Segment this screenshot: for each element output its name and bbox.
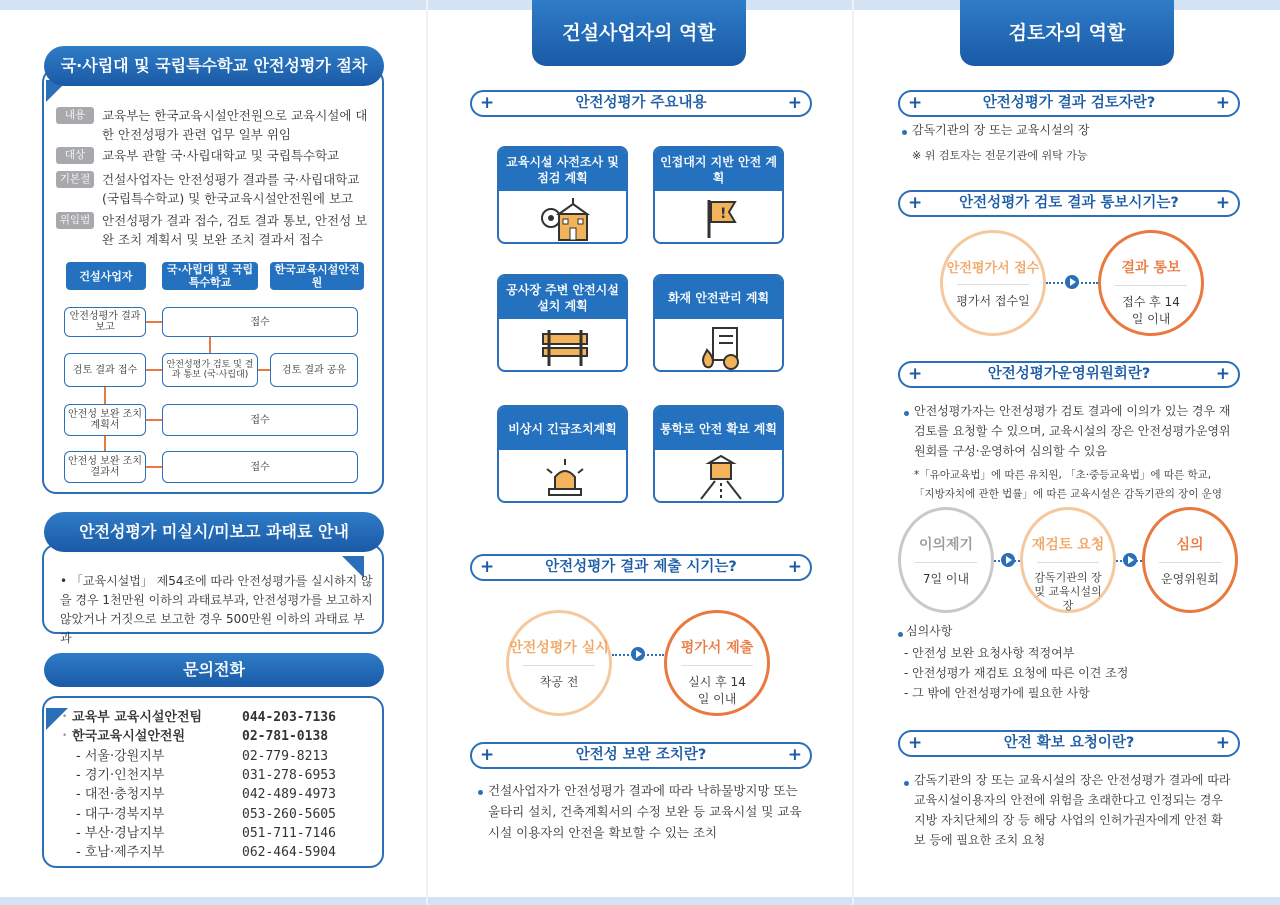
flow-arrow [146, 369, 162, 371]
card-title: 화재 안전관리 계획 [655, 276, 782, 319]
fold-line [426, 0, 428, 905]
section-notify-time [898, 190, 1240, 217]
plus-icon: + [787, 745, 802, 765]
content-card [497, 146, 628, 244]
card-title: 통학로 안전 확보 계획 [655, 407, 782, 450]
contact-phone[interactable]: 031-278-6953 [242, 767, 336, 783]
barrier-icon [539, 324, 591, 370]
plus-icon: + [480, 745, 495, 765]
flow-box: 안전성 보완 조치 계획서 [64, 404, 146, 436]
contact-phone[interactable]: 051-711-7146 [242, 825, 336, 841]
row-tag: 내용 [56, 107, 94, 124]
arrow-icon [631, 647, 645, 661]
card-title: 인접대지 지반 안전 계획 [655, 148, 782, 191]
content-card [497, 405, 628, 503]
flow-box: 접수 [162, 307, 358, 337]
flow-box: 안전성평가 검토 및 결과 통보 (국·사립대) [162, 353, 258, 387]
bullet: • [62, 712, 68, 722]
step-circle [664, 610, 770, 716]
plus-icon: + [908, 93, 923, 113]
fold-line [852, 0, 854, 905]
flow-arrow [104, 387, 106, 404]
section-title: 안전성평가운영위원회란? [987, 366, 1151, 382]
plus-icon: + [1215, 364, 1230, 384]
flow-arrow [146, 321, 162, 323]
bullet [902, 130, 907, 135]
row-text: 건설사업자는 안전성평가 결과를 국·사립대학교(국립특수학교) 및 한국교육시설안전원에 보고 [102, 172, 360, 206]
plus-icon: + [1215, 93, 1230, 113]
contact-name: - 대구·경북지부 [76, 806, 165, 822]
fire-checklist-icon [695, 324, 747, 370]
procedure-title: 국·사립대 및 국립특수학교 안전성평가 절차 [44, 46, 384, 86]
row-tag: 기본절차 [56, 171, 94, 188]
contact-phone[interactable]: 053-260-5605 [242, 806, 336, 822]
plus-icon: + [480, 557, 495, 577]
contractor-role-header: 건설사업자의 역할 [532, 0, 746, 66]
section-title: 안전성평가 결과 검토자란? [982, 95, 1156, 111]
step-circle [1098, 230, 1204, 336]
flow-header-agency: 한국교육시설안전원 [270, 262, 364, 290]
bullet: • [62, 731, 68, 742]
row-tag: 대상 [56, 147, 94, 164]
row-text: 안전성평가 결과 접수, 검토 결과 통보, 안전성 보완 조치 계획서 및 보완 조치 결과서 접수 [102, 213, 368, 247]
flow-box: 검토 결과 공유 [270, 353, 358, 387]
row-text: 교육부는 한국교육시설안전원으로 교육시설에 대한 안전성평가 관련 업무 일부 위임 [102, 108, 368, 142]
contact-phone[interactable]: 02-779-8213 [242, 748, 329, 764]
review-items-title: 심의사항 [906, 624, 953, 638]
section-submission-time [470, 554, 812, 581]
step-circle [506, 610, 612, 716]
bullet [478, 790, 483, 795]
content-card [653, 274, 784, 372]
penalty-body: 「교육시설법」 제54조에 따라 안전성평가를 실시하지 않을 경우 1천만원 이하의 과태료부과, 안전성평가를 보고하지 않았거나 거짓으로 보고한 경우 500만원 이하의 과태료 부과 [60, 574, 373, 645]
section-title: 안전성평가 검토 결과 통보시기는? [959, 195, 1179, 211]
step-sub: 7일 이내 [922, 572, 970, 586]
flow-arrow [209, 337, 211, 353]
step-title: 이의제기 [918, 537, 974, 553]
flow-box: 안전성 보완 조치 결과서 [64, 451, 146, 483]
contact-name: 교육부 교육시설안전팀 [72, 710, 203, 725]
flow-box: 안전성평가 결과 보고 [64, 307, 146, 337]
card-title: 교육시설 사전조사 및 점검 계획 [499, 148, 626, 191]
arrow-icon [1065, 275, 1079, 289]
card-title: 비상시 긴급조치계획 [499, 407, 626, 450]
step-sub: 실시 후 14일 이내 [688, 675, 746, 706]
siren-icon [539, 455, 591, 501]
arrow-icon [1123, 553, 1137, 567]
content-card [497, 274, 628, 372]
review-item: - 안전성평가 재검토 요청에 따른 이견 조정 [904, 666, 1129, 680]
plus-icon: + [480, 93, 495, 113]
flow-arrow [104, 436, 106, 451]
procedure-row [56, 170, 376, 208]
review-item: - 안전성 보완 요청사항 적정여부 [904, 646, 1075, 660]
plus-icon: + [1215, 193, 1230, 213]
section-safety-measures [470, 742, 812, 769]
penalty-text [60, 572, 376, 648]
contact-phone[interactable]: 02-781-0138 [242, 729, 329, 745]
step-title: 평가서 제출 [680, 640, 754, 656]
step-title: 안전평가서 접수 [946, 261, 1040, 276]
safety-request-text: 감독기관의 장 또는 교육시설의 장은 안전성평가 결과에 따라 교육시설이용자의 안전에 위험을 초래한다고 인정되는 경우 지방 자치단체의 장 등 해당 사업의 인허가권자에게 안전 확보 등에 필요한 조치 요청 [914, 773, 1231, 847]
section-title: 안전성 보완 조치란? [575, 747, 707, 763]
flow-box: 접수 [162, 404, 358, 436]
bullet [904, 411, 909, 416]
step-circle [1020, 507, 1116, 613]
svg-text:!: ! [720, 206, 727, 222]
penalty-title: 안전성평가 미실시/미보고 과태료 안내 [44, 512, 384, 552]
plus-icon: + [908, 193, 923, 213]
flow-header-contractor: 건설사업자 [66, 262, 146, 290]
contact-name: - 경기·인천지부 [76, 767, 165, 783]
school-road-icon [695, 455, 747, 501]
committee-note: *「유아교육법」에 따른 유치원, 「초·중등교육법」에 따른 학교, 「지방자치에 관한 법률」에 따른 교육시설은 감독기관의 장이 운영 [914, 469, 1223, 500]
reviewer-text: 감독기관의 장 또는 교육시설의 장 [912, 123, 1090, 137]
contact-title: 문의전화 [44, 653, 384, 687]
contact-phone[interactable]: 042-489-4973 [242, 787, 336, 803]
contact-name: - 대전·충청지부 [76, 787, 165, 803]
step-sub: 감독기관의 장 및 교육시설의 장 [1034, 571, 1102, 612]
flow-box: 접수 [162, 451, 358, 483]
procedure-row [56, 106, 376, 144]
section-committee [898, 361, 1240, 388]
flow-header-university: 국·사립대 및 국립특수학교 [162, 262, 258, 290]
contact-phone[interactable]: 044-203-7136 [242, 710, 336, 725]
plus-icon: + [908, 364, 923, 384]
section-title: 안전성평가 주요내용 [575, 95, 707, 111]
contact-name: 한국교육시설안전원 [72, 729, 186, 745]
arrow-icon [1001, 553, 1015, 567]
step-sub: 접수 후 14일 이내 [1122, 295, 1180, 326]
step-sub: 착공 전 [539, 675, 579, 689]
contact-name: - 부산·경남지부 [76, 825, 165, 841]
section-main-contents [470, 90, 812, 117]
content-card [653, 405, 784, 503]
flow-arrow [258, 369, 270, 371]
procedure-row [56, 146, 376, 165]
row-text: 교육부 관할 국·사립대학교 및 국립특수학교 [102, 148, 340, 163]
contact-name: - 서울·강원지부 [76, 748, 165, 764]
plus-icon: + [908, 733, 923, 753]
step-title: 심의 [1176, 537, 1204, 553]
content-card [653, 146, 784, 244]
safety-measures-text: 건설사업자가 안전성평가 결과에 따라 낙하물방지망 또는 울타리 설치, 건축계획서의 수정 보완 등 교육시설 및 교육시설 이용자의 안전을 확보할 수 있는 조치 [488, 783, 802, 840]
plus-icon: + [1215, 733, 1230, 753]
section-reviewer [898, 90, 1240, 117]
flow-arrow [146, 419, 162, 421]
bottom-band [0, 897, 1280, 905]
school-gear-icon [539, 196, 591, 242]
step-title: 결과 통보 [1121, 260, 1181, 276]
reviewer-role-header: 검토자의 역할 [960, 0, 1174, 66]
card-title: 공사장 주변 안전시설 설치 계획 [499, 276, 626, 319]
step-circle [940, 230, 1046, 336]
contact-phone[interactable]: 062-464-5904 [242, 845, 336, 861]
review-item: - 그 밖에 안전성평가에 필요한 사항 [904, 686, 1090, 700]
step-sub: 평가서 접수일 [956, 294, 1030, 308]
section-title: 안전성평가 결과 제출 시기는? [545, 559, 737, 575]
step-circle [1142, 507, 1238, 613]
reviewer-note: ※ 위 검토자는 전문기관에 위탁 가능 [912, 149, 1088, 162]
warning-flag-icon [695, 196, 747, 242]
bullet [898, 632, 903, 637]
step-circle [898, 507, 994, 613]
plus-icon: + [787, 93, 802, 113]
step-title: 재검토 요청 [1031, 537, 1105, 553]
contact-name: - 호남·제주지부 [76, 845, 165, 861]
flow-arrow [146, 466, 162, 468]
procedure-row [56, 211, 376, 249]
flow-box: 검토 결과 접수 [64, 353, 146, 387]
step-sub: 운영위원회 [1161, 572, 1219, 586]
step-title: 안전성평가 실시 [509, 640, 609, 656]
plus-icon: + [787, 557, 802, 577]
section-title: 안전 확보 요청이란? [1003, 735, 1135, 751]
section-safety-request [898, 730, 1240, 757]
committee-text: 안전성평가자는 안전성평가 검토 결과에 이의가 있는 경우 재검토를 요청할 수 있으며, 교육시설의 장은 안전성평가운영위원회를 구성·운영하여 심의할 수 있음 [914, 404, 1231, 458]
bullet: • [60, 574, 71, 588]
row-tag: 위임범위 [56, 212, 94, 229]
bullet [904, 781, 909, 786]
